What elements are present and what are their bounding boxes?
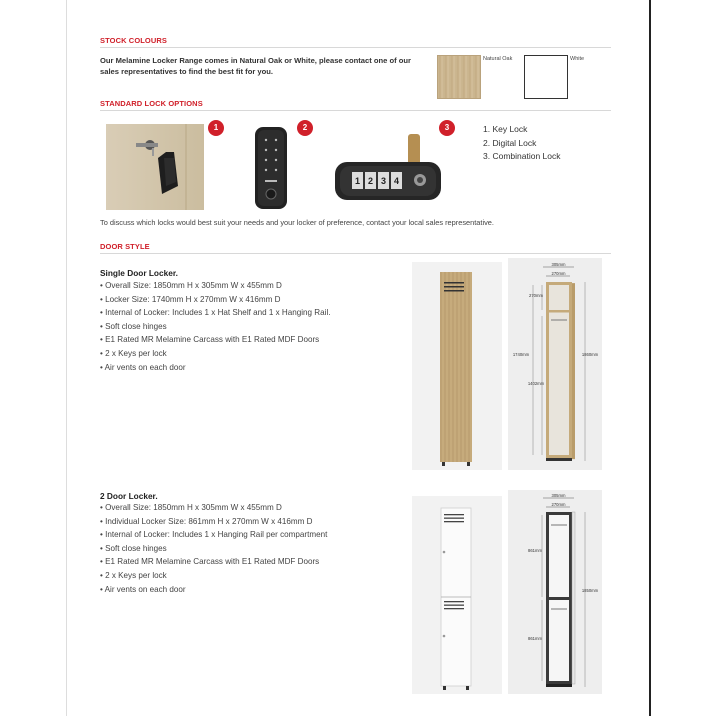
combo-digit: 2 (367, 176, 374, 186)
spec-item: • 2 x Keys per lock (100, 569, 327, 583)
spec-item: • E1 Rated MR Melamine Carcass with E1 Rated MDF Doors (100, 555, 327, 569)
spec-item: • Air vents on each door (100, 583, 327, 597)
swatch-label-white: White (570, 56, 585, 62)
spec-item: • E1 Rated MR Melamine Carcass with E1 Rated MDF Doors (100, 333, 331, 347)
swatch-natural-oak (437, 55, 481, 99)
single-locker-specs (100, 279, 331, 374)
spec-item: • Individual Locker Size: 861mm H x 270mm W x 416mm D (100, 515, 327, 529)
single-locker-product-image (412, 262, 502, 470)
combo-digit: 4 (393, 176, 400, 186)
lock-option: 3. Combination Lock (483, 151, 561, 161)
spec-item: • Locker Size: 1740mm H x 270mm W x 416mm D (100, 293, 331, 307)
combo-digit: 3 (380, 176, 387, 186)
dim-label: 1740mm (512, 352, 530, 357)
stock-colours-intro: Our Melamine Locker Range comes in Natural Oak or White, please contact one of our sales representatives to find the best fit for you. (100, 56, 411, 76)
lock-option: 2. Digital Lock (483, 137, 537, 148)
spec-item: • Air vents on each door (100, 361, 331, 375)
dim-label: 305mm (551, 262, 566, 267)
double-locker-specs (100, 501, 327, 596)
spec-item: • Internal of Locker: Includes 1 x Hanging Rail per compartment (100, 528, 327, 542)
lock-option: 1. Key Lock (483, 124, 528, 134)
dim-label: 861mm (528, 636, 542, 641)
dim-label: 1402mm (527, 381, 545, 386)
page (66, 0, 651, 716)
swatch-white (524, 55, 568, 99)
single-locker-title: Single Door Locker. (100, 268, 178, 278)
dim-label: 1850mm (581, 588, 599, 593)
spec-item: • Overall Size: 1850mm H x 305mm W x 455mm D (100, 501, 327, 515)
digital-lock-image (252, 126, 292, 210)
section-title-stock-colours: STOCK COLOURS (100, 36, 167, 45)
single-locker-dimension-drawing (508, 258, 602, 470)
combination-lock-image (332, 132, 444, 204)
dim-label: 270mm (551, 271, 566, 276)
spec-item: • Soft close hinges (100, 542, 327, 556)
section-title-lock-options: STANDARD LOCK OPTIONS (100, 99, 203, 108)
swatch-label-natural-oak: Natural Oak (483, 56, 513, 62)
lock-badge-1: 1 (208, 120, 224, 136)
double-locker-product-image (412, 496, 502, 694)
spec-item: • Internal of Locker: Includes 1 x Hat Shelf and 1 x Hanging Rail. (100, 306, 331, 320)
double-locker-dimension-drawing (508, 490, 602, 694)
lock-note: To discuss which locks would best suit your needs and your locker of preference, contact your local sales representative. (100, 218, 494, 227)
dim-label: 270mm (529, 293, 543, 298)
spec-item: • Overall Size: 1850mm H x 305mm W x 455mm D (100, 279, 331, 293)
key-lock-photo (106, 124, 204, 210)
spec-item: • 2 x Keys per lock (100, 347, 331, 361)
lock-options-list (483, 123, 561, 164)
dim-label: 270mm (551, 502, 566, 507)
combo-digit: 1 (354, 176, 361, 186)
divider (100, 47, 611, 48)
dim-label: 1860mm (581, 352, 599, 357)
lock-badge-3: 3 (439, 120, 455, 136)
double-locker-title: 2 Door Locker. (100, 491, 158, 501)
lock-badge-2: 2 (297, 120, 313, 136)
divider (100, 253, 611, 254)
spec-item: • Soft close hinges (100, 320, 331, 334)
section-title-door-style: DOOR STYLE (100, 242, 150, 251)
dim-label: 305mm (551, 493, 566, 498)
divider (100, 110, 611, 111)
dim-label: 861mm (528, 548, 542, 553)
